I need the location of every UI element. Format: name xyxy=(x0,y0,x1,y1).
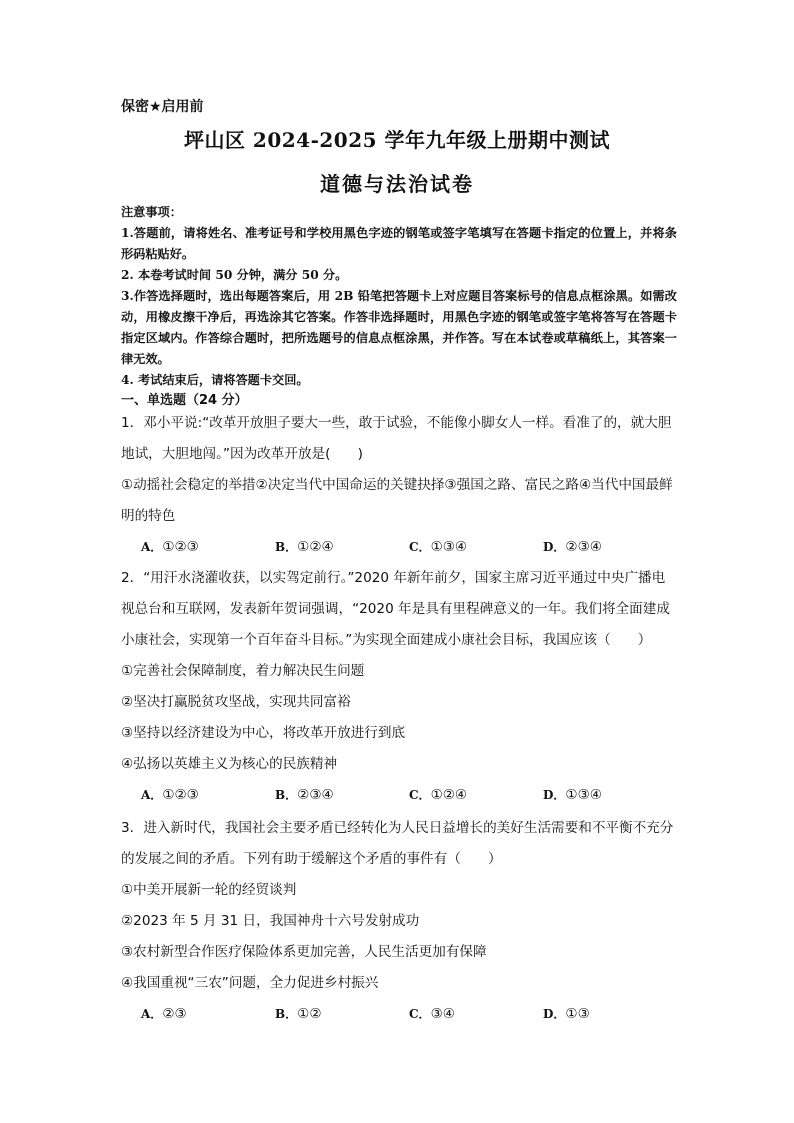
instruction-item: 1.答题前，请将姓名、准考证号和学校用黑色字迹的钢笔或签字笔填写在答题卡指定的位置上，并将条形码粘贴好。 xyxy=(121,226,677,261)
statement-item: ③坚持以经济建设为中心，将改革开放进行到底 xyxy=(121,725,406,741)
option-a[interactable]: A．①②③ xyxy=(141,787,199,803)
question-stem: 2．“用汗水浇灌收获，以实驾定前行。”2020 年新年前夕，国家主席习近平通过中央广播电视总台和互联网，发表新年贺词强调，“2020 年是具有里程碑意义的一年。我们将全面建成小康社会，实现第一个百年奋斗目标。”为实现全面建成小康社会目标，我国应该（ ） xyxy=(121,570,670,648)
question-2 xyxy=(121,563,677,811)
answer-options xyxy=(121,780,677,811)
option-d[interactable]: D．①③④ xyxy=(543,787,602,803)
question-stem: 3．进入新时代，我国社会主要矛盾已经转化为人民日益增长的美好生活需要和不平衡不充分的发展之间的矛盾。下列有助于缓解这个矛盾的事件有（ ） xyxy=(121,820,674,867)
statement-item: ②坚决打赢脱贫攻坚战，实现共同富裕 xyxy=(121,694,351,710)
instructions-heading: 注意事项： xyxy=(121,205,182,219)
confidential-label: 保密★启用前 xyxy=(121,99,204,115)
statement-item: ②2023 年 5 月 31 日，我国神舟十六号发射成功 xyxy=(121,913,420,929)
exam-title: 坪山区 2024-2025 学年九年级上册期中测试 xyxy=(183,128,611,152)
option-a[interactable]: A．①②③ xyxy=(141,539,199,555)
statement-item: ④弘扬以英雄主义为核心的民族精神 xyxy=(121,756,338,772)
option-b[interactable]: B．①②④ xyxy=(275,539,334,555)
option-d[interactable]: D．①③ xyxy=(543,1006,590,1022)
exam-instructions xyxy=(121,202,677,391)
question-3 xyxy=(121,813,677,1030)
option-c[interactable]: C．③④ xyxy=(409,1006,455,1022)
answer-options xyxy=(121,999,677,1030)
statement-item: ③农村新型合作医疗保险体系更加完善，人民生活更加有保障 xyxy=(121,944,487,960)
instruction-item: 3.作答选择题时，选出每题答案后，用 2B 铅笔把答题卡上对应题目答案标号的信息点框涂黑。如需改动，用橡皮擦干净后，再选涂其它答案。作答非选择题时，用黑色字迹的钢笔或签字笔将答写在答题卡指定区域内。作答综合题时，把所选题号的信息点框涂黑，并作答。写在本试卷或草稿纸上，其答案一律无效。 xyxy=(121,289,677,366)
question-1 xyxy=(121,408,677,563)
statement-item: ①中美开展新一轮的经贸谈判 xyxy=(121,882,297,898)
question-statements: ①动摇社会稳定的举措②决定当代中国命运的关键抉择③强国之路、富民之路④当代中国最鲜明的特色 xyxy=(121,477,673,524)
question-stem: 1．邓小平说:“改革开放胆子要大一些，敢于试验，不能像小脚女人一样。看准了的，就大胆地试，大胆地闯。”因为改革开放是( ) xyxy=(121,415,672,462)
statement-item: ④我国重视“三农”问题，全力促进乡村振兴 xyxy=(121,975,379,991)
option-c[interactable]: C．①③④ xyxy=(409,539,468,555)
section-heading: 一、单选题（24 分） xyxy=(121,393,248,408)
option-b[interactable]: B．①② xyxy=(275,1006,322,1022)
option-d[interactable]: D．②③④ xyxy=(543,539,602,555)
option-a[interactable]: A．②③ xyxy=(141,1006,187,1022)
exam-subject-title: 道德与法治试卷 xyxy=(320,172,474,196)
statement-item: ①完善社会保障制度，着力解决民生问题 xyxy=(121,663,365,679)
option-c[interactable]: C．①②④ xyxy=(409,787,468,803)
option-b[interactable]: B．②③④ xyxy=(275,787,334,803)
instruction-item: 4. 考试结束后，请将答题卡交回。 xyxy=(121,373,309,387)
answer-options xyxy=(121,532,677,563)
instruction-item: 2. 本卷考试时间 50 分钟，满分 50 分。 xyxy=(121,268,348,282)
